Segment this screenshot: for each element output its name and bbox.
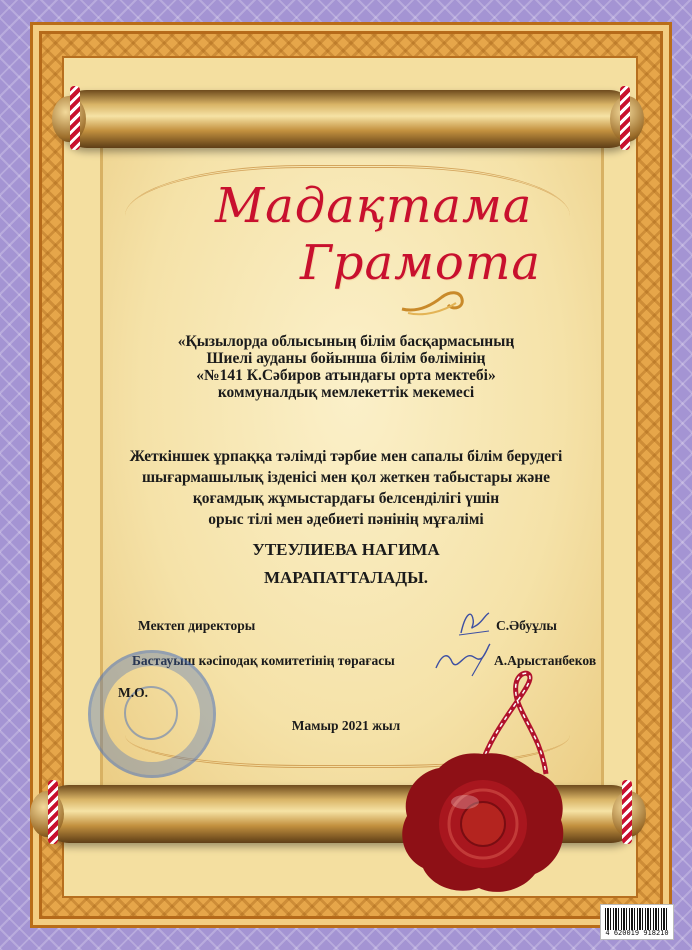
wax-seal-icon <box>395 748 570 898</box>
top-scroll-roll <box>58 90 638 148</box>
certificate-title-line1: Мадақтама <box>215 178 533 234</box>
organization-line: «Қызылорда облысының білім басқармасының <box>177 333 515 350</box>
roll-cap-left <box>30 791 64 837</box>
organization-line: «№141 К.Сәбиров атындағы орта мектебі» <box>196 367 496 384</box>
reason-line: шығармашылық ізденісі мен қол жеткен табыстары және <box>141 469 551 486</box>
issue-date: Мамыр 2021 жыл <box>291 718 401 733</box>
gold-swirl-icon <box>398 285 468 319</box>
union-chair-title: Бастауыш кәсіподақ комитетінің төрағасы <box>132 653 395 668</box>
reason-line: қоғамдық жұмыстардағы белсенділігі үшін <box>192 490 500 507</box>
recipient-name: УТЕУЛИЕВА НАГИМА <box>252 540 440 559</box>
seal-place-label: М.О. <box>118 685 148 700</box>
director-title: Мектеп директоры <box>138 618 256 633</box>
union-chair-name: А.Арыстанбеков <box>494 653 597 668</box>
awarded-text: МАРАПАТТАЛАДЫ. <box>263 568 429 587</box>
roll-cap-left <box>52 96 86 142</box>
ribbon-icon <box>48 780 58 844</box>
ribbon-icon <box>620 86 630 150</box>
organization-line: Шиелі ауданы бойынша білім бөлімінің <box>206 350 486 367</box>
ribbon-icon <box>622 780 632 844</box>
organization-line: коммуналдық мемлекеттік мекемесі <box>217 384 475 401</box>
barcode <box>600 904 674 940</box>
barcode-bars <box>605 908 669 930</box>
director-signature <box>455 605 495 639</box>
certificate-title-line2: Грамота <box>300 235 541 291</box>
director-name: С.Әбуұлы <box>496 618 557 633</box>
reason-line: орыс тілі мен әдебиеті пәнінің мұғалімі <box>208 511 484 528</box>
barcode-number: 4 620019 918210 <box>605 929 669 937</box>
reason-line: Жеткіншек ұрпаққа тәлімді тәрбие мен сапалы білім берудегі <box>129 448 563 465</box>
ribbon-icon <box>70 86 80 150</box>
